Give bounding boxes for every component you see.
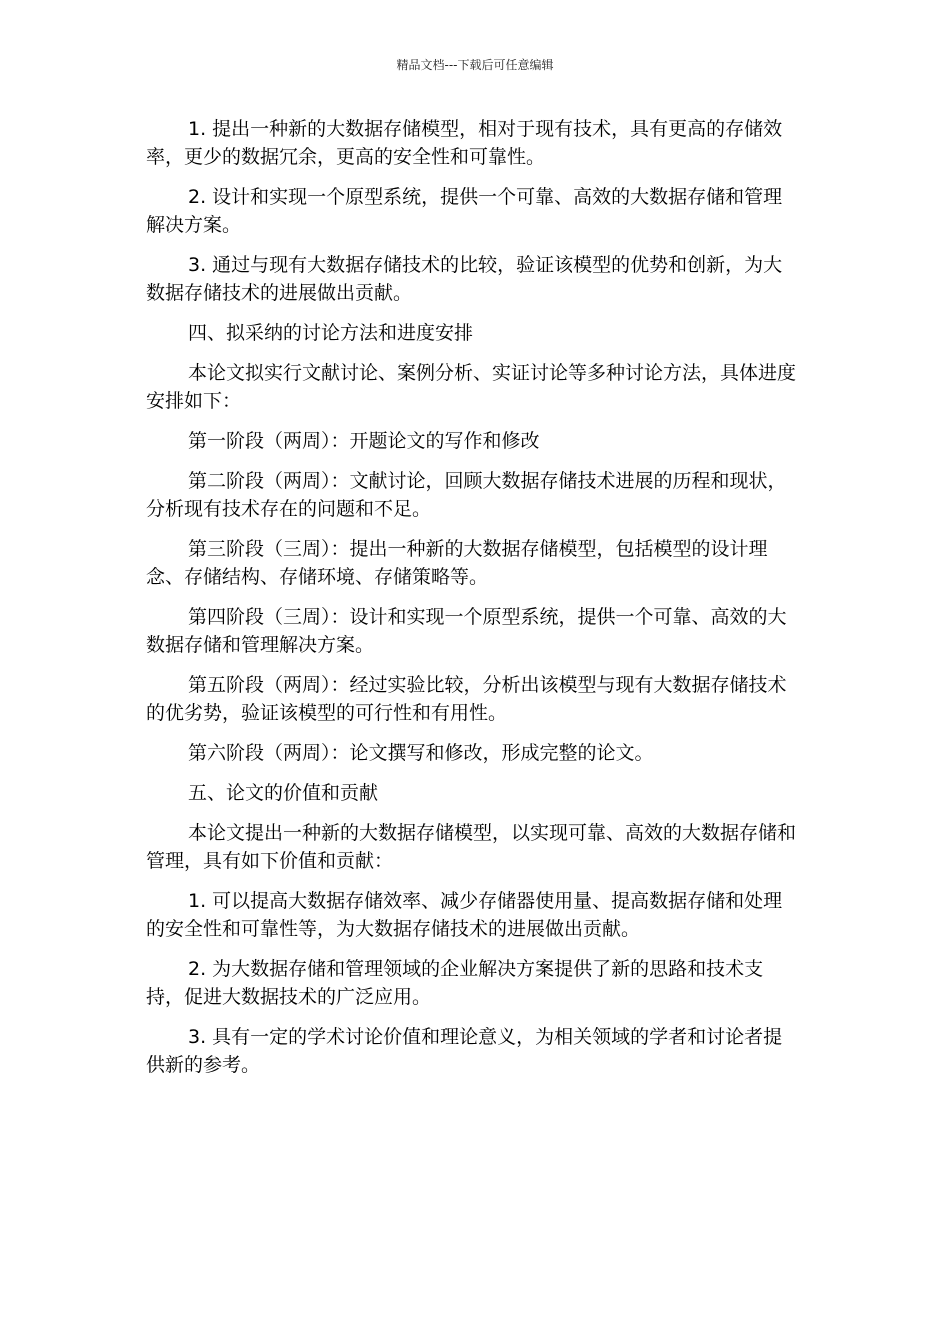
- stage-3: 第三阶段（三周）：提出一种新的大数据存储模型，包括模型的设计理念、存储结构、存储环境、存储策略等。: [146, 538, 768, 588]
- section-heading-value: 五、论文的价值和贡献: [188, 782, 379, 804]
- stage-5: 第五阶段（两周）：经过实验比较，分析出该模型与现有大数据存储技术的优劣势，验证该模型的可行性和有用性。: [146, 674, 787, 724]
- document-body: [146, 115, 801, 1091]
- stage-1: 第一阶段（两周）：开题论文的写作和修改: [188, 430, 540, 452]
- value-intro: 本论文提出一种新的大数据存储模型，以实现可靠、高效的大数据存储和管理，具有如下价值和贡献：: [146, 822, 797, 872]
- stage-2: 第二阶段（两周）：文献讨论，回顾大数据存储技术进展的历程和现状，分析现有技术存在的问题和不足。: [146, 470, 787, 520]
- stage-4: 第四阶段（三周）：设计和实现一个原型系统，提供一个可靠、高效的大数据存储和管理解决方案。: [146, 606, 787, 656]
- page-header: 精品文档---下载后可任意编辑: [396, 58, 554, 72]
- value-item-2: 2. 为大数据存储和管理领域的企业解决方案提供了新的思路和技术支持，促进大数据技术的广泛应用。: [146, 958, 764, 1008]
- goal-item-2: 2. 设计和实现一个原型系统，提供一个可靠、高效的大数据存储和管理解决方案。: [146, 186, 783, 236]
- methods-intro: 本论文拟实行文献讨论、案例分析、实证讨论等多种讨论方法，具体进度安排如下：: [146, 362, 797, 412]
- goal-item-3: 3. 通过与现有大数据存储技术的比较，验证该模型的优势和创新，为大数据存储技术的进展做出贡献。: [146, 254, 783, 304]
- section-heading-methods: 四、拟采纳的讨论方法和进度安排: [188, 322, 474, 344]
- stage-6: 第六阶段（两周）：论文撰写和修改，形成完整的论文。: [188, 742, 654, 764]
- goal-item-1: 1. 提出一种新的大数据存储模型，相对于现有技术，具有更高的存储效率，更少的数据冗余，更高的安全性和可靠性。: [146, 118, 783, 168]
- value-item-1: 1. 可以提高大数据存储效率、减少存储器使用量、提高数据存储和处理的安全性和可靠性等，为大数据存储技术的进展做出贡献。: [146, 890, 783, 940]
- value-item-3: 3. 具有一定的学术讨论价值和理论意义，为相关领域的学者和讨论者提供新的参考。: [146, 1026, 783, 1076]
